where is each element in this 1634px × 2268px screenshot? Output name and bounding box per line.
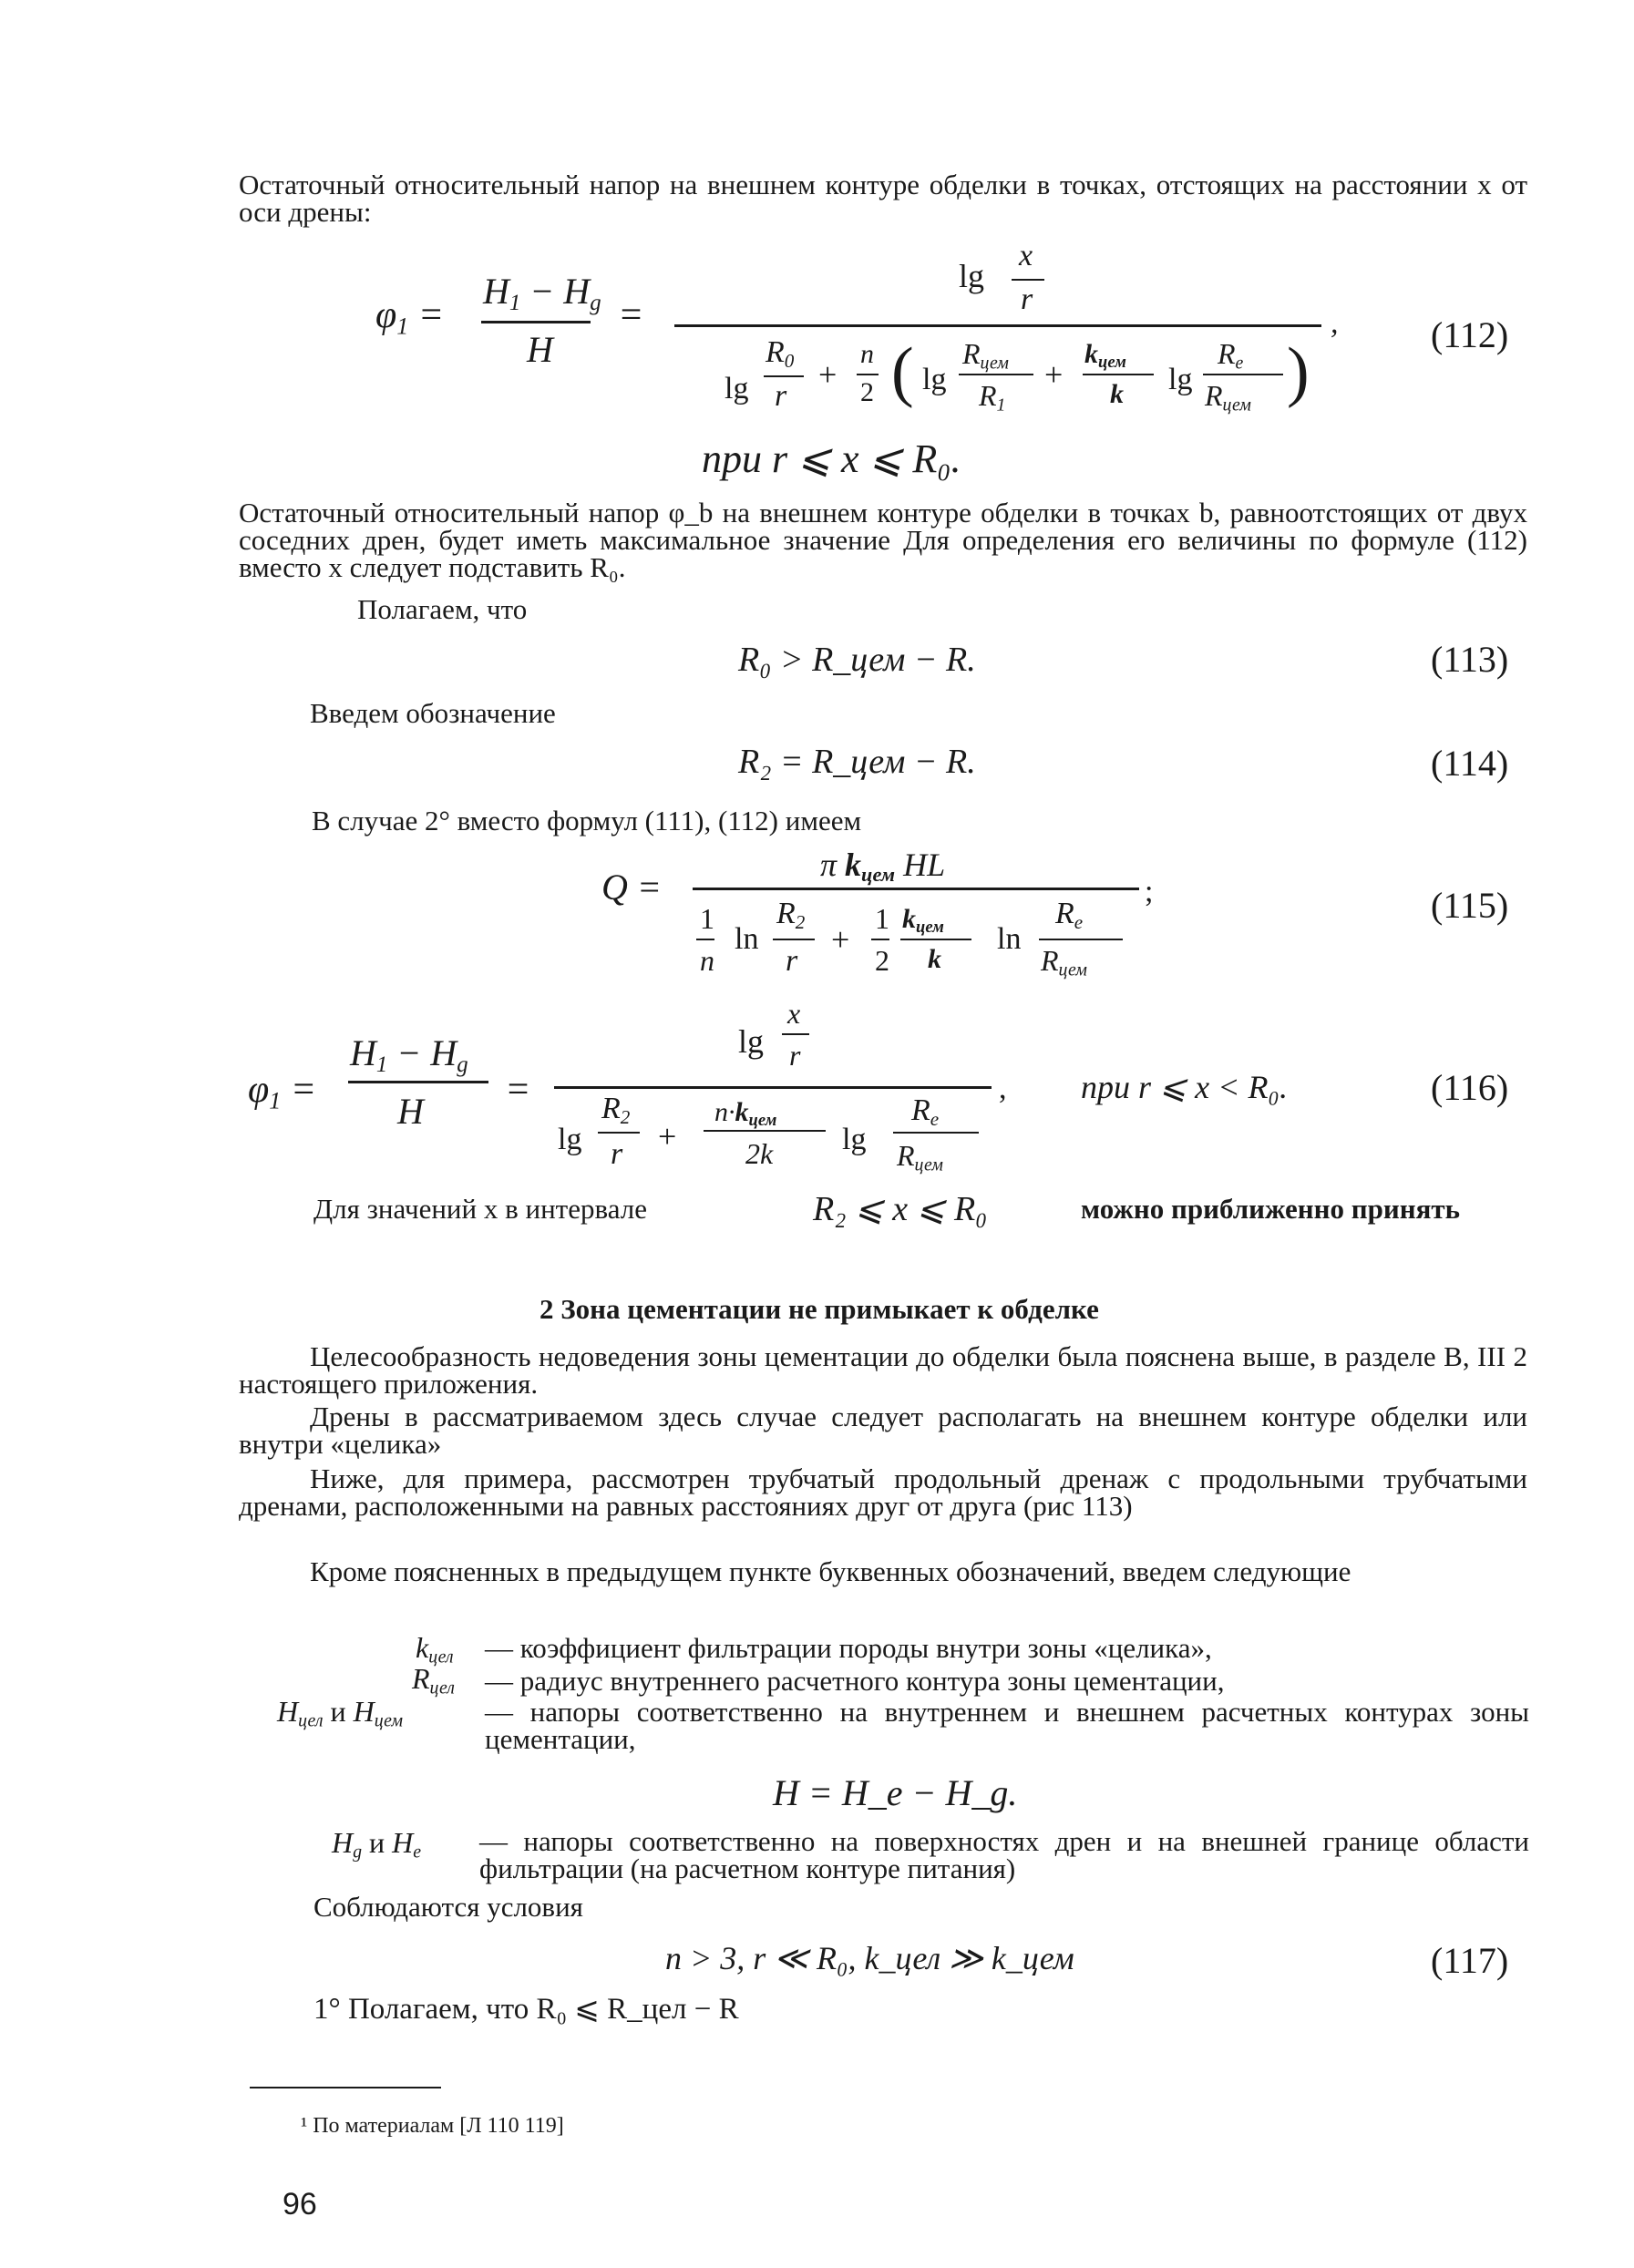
paragraph-p1: Целесообразность недоведения зоны цементации до обделки была пояснена выше, в разделе B, III 2 настоящего приложения. [239,1340,1527,1400]
footnote-rule [250,2087,441,2088]
paragraph-p2: Дрены в рассматриваемом здесь случае следует располагать на внешнем контуре обделки или внутри «целика» [239,1401,1527,1460]
eq115-number: (115) [1431,885,1509,926]
equation-113: R₀ > R_цем − R. [738,641,976,679]
eq115-lhs: Q = [601,867,662,908]
approx-text-c: можно приближенно принять [1081,1193,1460,1225]
eq116-condition: при r ⩽ x < R₀. [1081,1069,1288,1105]
paragraph-p3: Ниже, для примера, рассмотрен трубчатый продольный дренаж с продольными трубчатыми дренами, расположенными на равных расстояниях друг от друга (рис 113) [239,1462,1527,1522]
def-1-text: — коэффициент фильтрации породы внутри зоны «целика», [485,1632,1212,1664]
footnote: ¹ По материалам [Л 110 119] [301,2114,564,2138]
def-1-symbol: $k_{цел}$ [416,1631,454,1668]
def-2-text: — радиус внутреннего расчетного контура зоны цементации, [485,1665,1225,1697]
approx-interval: R₂ ⩽ x ⩽ R₀ [813,1190,988,1228]
suppose-line: Полагаем, что [357,593,528,625]
eq112-condition: при r ⩽ x ⩽ R₀. [702,436,961,481]
notation-line: Введем обозначение [310,697,556,729]
eq114-number: (114) [1431,743,1509,784]
paragraph-2: Остаточный относительный напор φ_b на внешнем контуре обделки в точках b, равноотстоящих от двух соседних дрен, будет иметь максимальное значение Для определения его величины по формуле (112) вместо x следует подставить R₀. [239,497,1527,583]
eq117-number: (117) [1431,1940,1509,1981]
eq112-number: (112) [1431,314,1509,355]
def-2-symbol: $R_{цел}$ [412,1662,455,1698]
def-3-symbol: $H_{цел}$ и $H_{цем}$ [277,1695,404,1731]
def-h-symbol: $H_g$ и $H_e$ [332,1826,422,1863]
def-h-text: — напоры соответственно на поверхностях дрен и на внешней границе области фильтрации (на расчетном контуре питания) [479,1825,1529,1884]
equation-114: R₂ = R_цем − R. [738,743,976,781]
section-heading: 2 Зона цементации не примыкает к обделке [540,1293,1099,1325]
case2-line: В случае 2° вместо формул (111), (112) имеем [312,805,862,836]
conditions-label: Соблюдаются условия [313,1891,583,1923]
def-3-text: — напоры соответственно на внутреннем и внешнем расчетных контурах зоны цементации, [485,1696,1529,1755]
suppose-1-line: 1° Полагаем, что R₀ ⩽ R_цел − R [313,1993,739,2026]
intro-paragraph: Остаточный относительный напор на внешнем контуре обделки в точках, отстоящих на расстоянии x от оси дрены: [239,169,1527,228]
equation-117: n > 3, r ≪ R₀, k_цел ≫ k_цем [665,1940,1074,1976]
eq116-number: (116) [1431,1067,1509,1108]
paragraph-p4: Кроме поясненных в предыдущем пункте буквенных обозначений, введем следующие [310,1555,1351,1587]
eq113-number: (113) [1431,639,1509,680]
approx-text-a: Для значений x в интервале [313,1193,647,1225]
page-number: 96 [283,2187,317,2222]
equation-H: H = H_e − H_g. [773,1772,1018,1813]
